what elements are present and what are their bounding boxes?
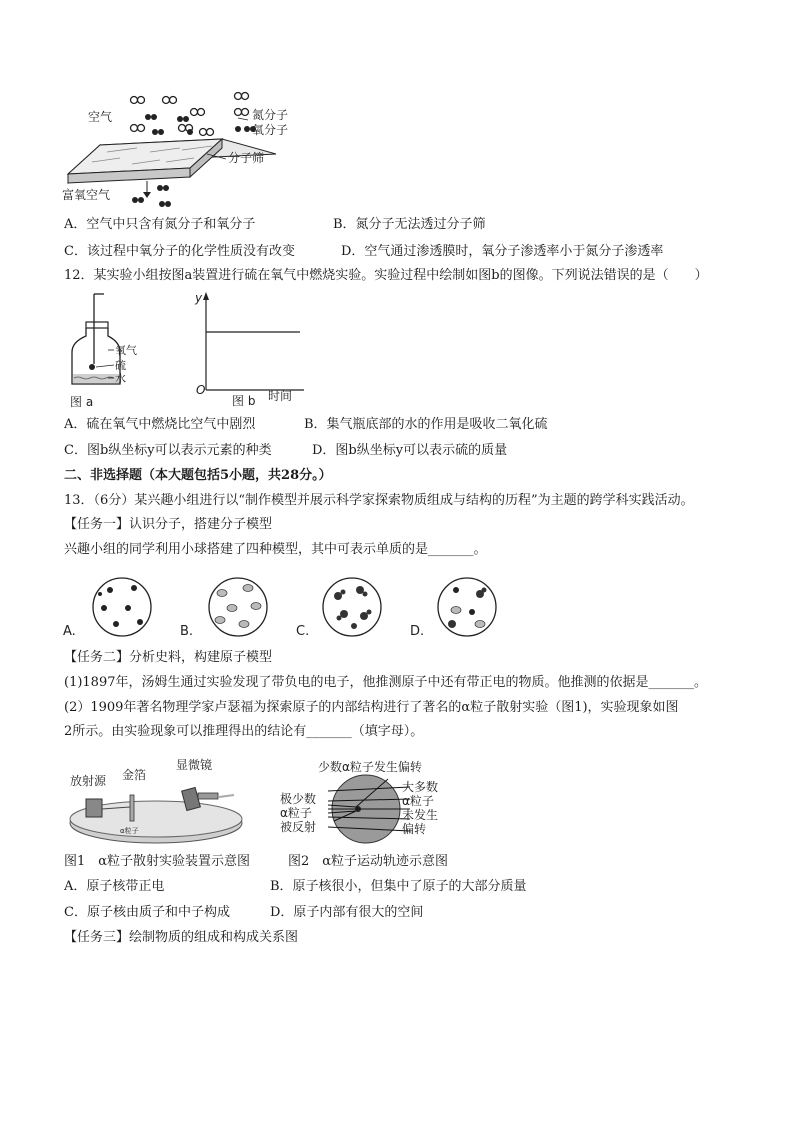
origin-label: O bbox=[196, 383, 206, 397]
trajectory-figure bbox=[278, 757, 468, 852]
scattering-apparatus-figure bbox=[64, 757, 254, 849]
fig2-caption: 图2 α粒子运动轨迹示意图 bbox=[288, 854, 449, 869]
q12-option-a[interactable]: A．硫在氧气中燃烧比空气中剧烈 bbox=[64, 417, 256, 432]
task2-question-1: (1)1897年，汤姆生通过实验发现了带负电的电子，他推测原子中还有带正电的物质。他推测的依据是_______。 bbox=[64, 675, 707, 690]
q12-option-c[interactable]: C．图b纵坐标y可以表示元素的种类 bbox=[64, 443, 272, 458]
q13-option-a[interactable]: A．原子核带正电 bbox=[64, 879, 165, 894]
q11-option-d[interactable]: D．空气通过渗透膜时，氧分子渗透率小于氮分子渗透率 bbox=[341, 244, 664, 259]
label-air: 空气 bbox=[88, 110, 113, 124]
y-axis-label: y bbox=[195, 291, 203, 305]
molecular-sieve-figure bbox=[62, 88, 292, 213]
label-foil: 金箔 bbox=[122, 768, 147, 782]
task2-title: 【任务二】分析史料，构建原子模型 bbox=[64, 650, 273, 665]
model-label-d: D. bbox=[410, 624, 425, 639]
task2-question-2-line2: 2所示。由实验现象可以推理得出的结论有_______（填字母）。 bbox=[64, 724, 424, 739]
model-b[interactable] bbox=[209, 578, 267, 636]
label-rich-air: 富氧空气 bbox=[62, 188, 111, 202]
label-rare-1: 极少数 bbox=[280, 792, 317, 806]
label-n2: 氮分子 bbox=[252, 108, 289, 122]
label-source: 放射源 bbox=[70, 774, 107, 788]
q11-option-c[interactable]: C．该过程中氧分子的化学性质没有改变 bbox=[64, 244, 295, 259]
label-most-3: 未发生 bbox=[402, 808, 439, 822]
task1-question: 兴趣小组的同学利用小球搭建了四种模型，其中可表示单质的是_______。 bbox=[64, 542, 487, 557]
q12-stem: 12．某实验小组按图a装置进行硫在氧气中燃烧实验。实验过程中绘制如图b的图像。下列说法错误的是（ ） bbox=[64, 268, 708, 283]
label-most-1: 大多数 bbox=[402, 780, 439, 794]
graph-figure bbox=[192, 290, 312, 410]
model-a[interactable] bbox=[93, 578, 151, 636]
q11-option-a[interactable]: A．空气中只含有氮分子和氧分子 bbox=[64, 217, 256, 232]
label-oxygen: 氧气 bbox=[115, 344, 137, 357]
q13-option-b[interactable]: B．原子核很小，但集中了原子的大部分质量 bbox=[270, 879, 527, 894]
q13-stem: 13．（6分）某兴趣小组进行以“制作模型并展示科学家探索物质组成与结构的历程”为主题的跨学科实践活动。 bbox=[64, 493, 694, 508]
q13-option-d[interactable]: D．原子内部有很大的空间 bbox=[270, 905, 424, 920]
label-water: 水 bbox=[115, 372, 126, 385]
q13-option-c[interactable]: C．原子核由质子和中子构成 bbox=[64, 905, 230, 920]
label-most-4: 偏转 bbox=[402, 822, 427, 836]
task3-title: 【任务三】绘制物质的组成和构成关系图 bbox=[64, 930, 299, 945]
fig1-caption: 图1 α粒子散射实验装置示意图 bbox=[64, 854, 251, 869]
caption-fig-b: 图 b bbox=[232, 394, 256, 408]
q12-option-d[interactable]: D．图b纵坐标y可以表示硫的质量 bbox=[312, 443, 508, 458]
label-o2: 氧分子 bbox=[252, 123, 289, 137]
gas-jar-figure bbox=[64, 292, 154, 414]
task1-title: 【任务一】认识分子，搭建分子模型 bbox=[64, 517, 273, 532]
q12-option-b[interactable]: B．集气瓶底部的水的作用是吸收二氧化硫 bbox=[304, 417, 548, 432]
label-most-2: α粒子 bbox=[402, 794, 434, 808]
section-heading: 二、非选择题（本大题包括5小题，共28分。） bbox=[64, 468, 332, 483]
label-rare-3: 被反射 bbox=[280, 820, 317, 834]
label-sulfur: 硫 bbox=[115, 359, 126, 372]
label-rare-2: α粒子 bbox=[280, 806, 312, 820]
q11-option-b[interactable]: B．氮分子无法透过分子筛 bbox=[333, 217, 486, 232]
model-d[interactable] bbox=[438, 578, 496, 636]
model-label-c: C. bbox=[296, 624, 310, 639]
label-particle: α粒子 bbox=[120, 827, 139, 835]
label-microscope: 显微镜 bbox=[176, 758, 213, 772]
molecular-models bbox=[60, 574, 520, 646]
model-c[interactable] bbox=[323, 578, 381, 636]
caption-fig-a: 图 a bbox=[70, 395, 94, 409]
x-axis-label: 时间 bbox=[268, 389, 293, 403]
task2-question-2-line1: (2）1909年著名物理学家卢瑟福为探索原子的内部结构进行了著名的α粒子散射实验（图1)，实验现象如图 bbox=[64, 700, 679, 715]
model-label-b: B. bbox=[180, 624, 194, 639]
label-few-deflected: 少数α粒子发生偏转 bbox=[318, 760, 422, 774]
label-sieve: 分子筛 bbox=[228, 151, 265, 165]
model-label-a: A. bbox=[63, 624, 76, 639]
